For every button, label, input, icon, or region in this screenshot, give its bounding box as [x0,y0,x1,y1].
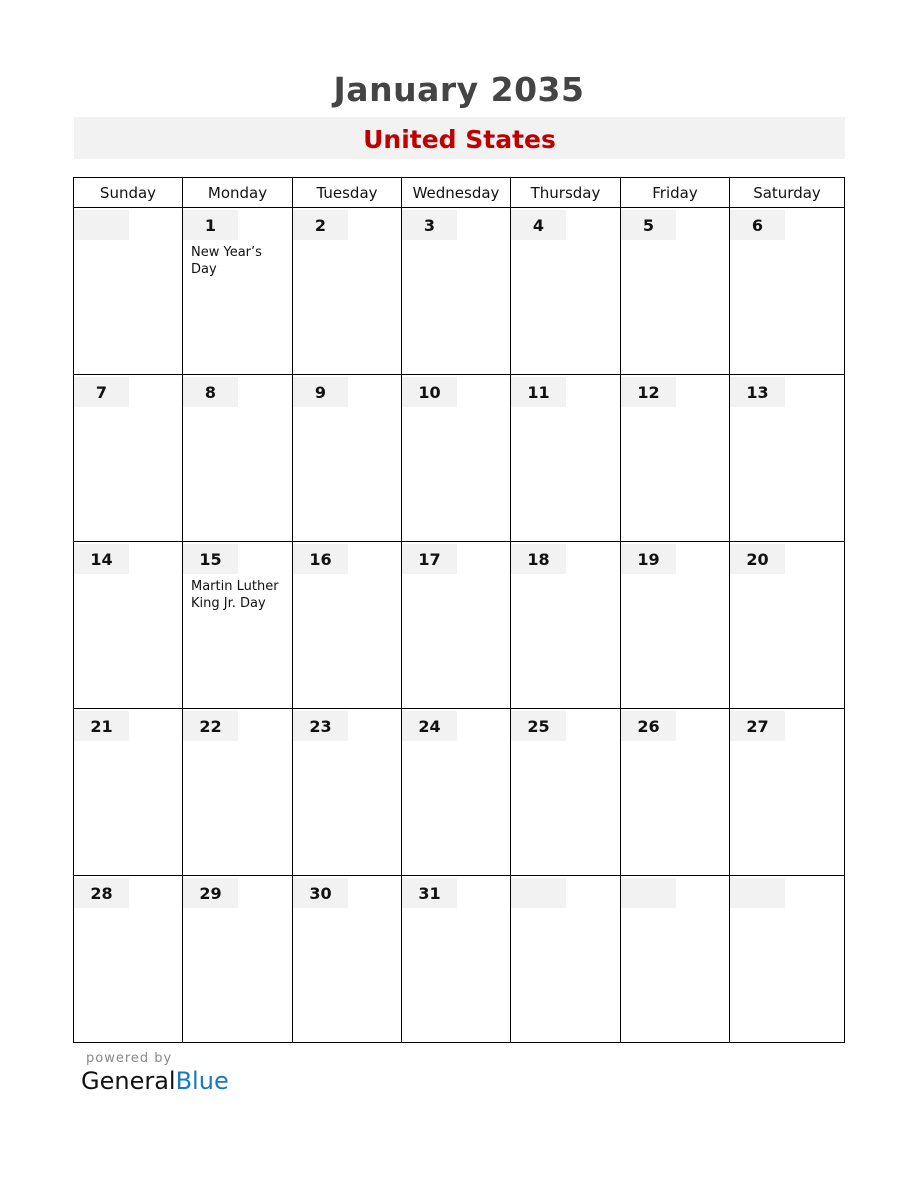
day-cell [183,709,293,876]
day-cell [621,208,730,375]
day-cell [511,876,621,1043]
day-number [511,878,566,908]
day-cell [402,709,511,876]
day-number: 30 [293,878,348,908]
day-cell [183,876,293,1043]
day-number: 17 [402,544,457,574]
day-number: 23 [293,711,348,741]
day-number: 2 [293,210,348,240]
holiday-label: New Year’s Day [191,245,262,277]
weekday-monday: Monday [183,178,293,208]
day-cell [293,542,402,709]
day-cell [511,542,621,709]
day-number: 7 [74,377,129,407]
day-cell [730,542,845,709]
day-cell [511,208,621,375]
day-cell [293,375,402,542]
day-cell [511,375,621,542]
powered-by-label: powered by [86,1051,173,1066]
day-cell [730,375,845,542]
calendar-grid [73,177,845,1043]
weekday-tuesday: Tuesday [293,178,402,208]
day-number: 21 [74,711,129,741]
day-number: 27 [730,711,785,741]
day-cell [74,542,183,709]
day-cell [293,876,402,1043]
day-cell [730,709,845,876]
day-cell [511,709,621,876]
day-number: 22 [183,711,238,741]
holiday-label: Martin Luther King Jr. Day [191,579,279,611]
day-number: 1 [183,210,238,240]
day-cell [74,375,183,542]
week-row [74,208,845,375]
day-cell [74,208,183,375]
day-number: 11 [511,377,566,407]
day-number [74,210,129,240]
day-cell [621,542,730,709]
day-cell [74,709,183,876]
day-cell [402,542,511,709]
day-cell [293,709,402,876]
weekday-friday: Friday [621,178,730,208]
day-number: 19 [621,544,676,574]
day-cell [730,208,845,375]
day-number [621,878,676,908]
weekday-header-row [74,178,845,208]
day-number: 5 [621,210,676,240]
day-cell [621,375,730,542]
country-name: United States [363,125,556,154]
day-number: 3 [402,210,457,240]
day-cell [621,876,730,1043]
day-cell [402,876,511,1043]
day-number: 13 [730,377,785,407]
day-number: 12 [621,377,676,407]
weekday-wednesday: Wednesday [402,178,511,208]
week-row [74,876,845,1043]
weekday-thursday: Thursday [511,178,621,208]
page-title: January 2035 [333,70,585,109]
day-cell [730,876,845,1043]
day-number: 9 [293,377,348,407]
week-row [74,375,845,542]
week-row [74,542,845,709]
day-cell [402,375,511,542]
brand-blue: Blue [175,1067,229,1095]
day-number: 14 [74,544,129,574]
day-number: 31 [402,878,457,908]
day-cell [402,208,511,375]
week-row [74,709,845,876]
day-number: 28 [74,878,129,908]
day-number: 4 [511,210,566,240]
day-number: 24 [402,711,457,741]
day-number: 25 [511,711,566,741]
generalblue-logo [81,1067,229,1095]
day-cell [183,542,293,709]
weekday-saturday: Saturday [730,178,845,208]
day-number: 6 [730,210,785,240]
day-cell [293,208,402,375]
brand-general: General [81,1067,176,1095]
day-number [730,878,785,908]
day-number: 8 [183,377,238,407]
day-cell [183,375,293,542]
country-banner [74,117,845,159]
weekday-sunday: Sunday [74,178,183,208]
day-number: 10 [402,377,457,407]
day-cell [621,709,730,876]
day-number: 18 [511,544,566,574]
day-number: 20 [730,544,785,574]
day-number: 15 [183,544,238,574]
day-cell [74,876,183,1043]
day-cell [183,208,293,375]
day-number: 26 [621,711,676,741]
day-number: 16 [293,544,348,574]
day-number: 29 [183,878,238,908]
